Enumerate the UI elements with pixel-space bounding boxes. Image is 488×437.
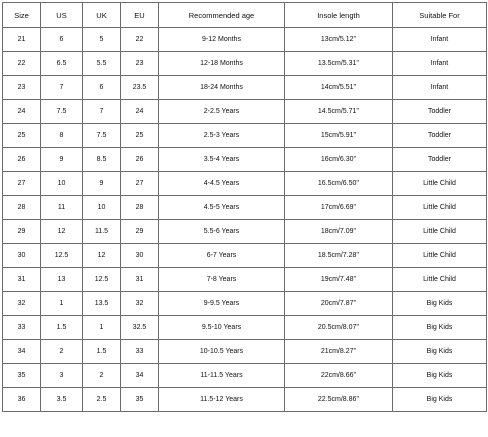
cell-insole-length: 17cm/6.69''	[285, 196, 393, 220]
cell-eu: 29	[121, 220, 159, 244]
cell-suitable-for: Little Child	[393, 244, 487, 268]
cell-insole-length: 15cm/5.91''	[285, 124, 393, 148]
cell-us: 9	[41, 148, 83, 172]
cell-uk: 7	[83, 100, 121, 124]
table-row	[3, 220, 487, 244]
cell-uk: 9	[83, 172, 121, 196]
cell-insole-length: 20.5cm/8.07''	[285, 316, 393, 340]
cell-insole-length: 21cm/8.27''	[285, 340, 393, 364]
column-header-insole-length: Insole length	[285, 3, 393, 28]
cell-us: 11	[41, 196, 83, 220]
cell-suitable-for: Big Kids	[393, 388, 487, 412]
cell-us: 13	[41, 268, 83, 292]
cell-size: 27	[3, 172, 41, 196]
cell-recommended-age: 18-24 Months	[159, 76, 285, 100]
table-row	[3, 340, 487, 364]
cell-size: 32	[3, 292, 41, 316]
cell-size: 36	[3, 388, 41, 412]
cell-insole-length: 14.5cm/5.71''	[285, 100, 393, 124]
cell-uk: 1.5	[83, 340, 121, 364]
cell-eu: 28	[121, 196, 159, 220]
cell-suitable-for: Little Child	[393, 220, 487, 244]
cell-recommended-age: 7-8 Years	[159, 268, 285, 292]
cell-uk: 12.5	[83, 268, 121, 292]
cell-recommended-age: 9-12 Months	[159, 28, 285, 52]
column-header-recommended-age: Recommended age	[159, 3, 285, 28]
cell-insole-length: 13cm/5.12''	[285, 28, 393, 52]
cell-us: 3	[41, 364, 83, 388]
table-body	[3, 28, 487, 412]
cell-recommended-age: 4.5-5 Years	[159, 196, 285, 220]
cell-uk: 1	[83, 316, 121, 340]
table-row	[3, 292, 487, 316]
table-row	[3, 76, 487, 100]
cell-eu: 25	[121, 124, 159, 148]
cell-insole-length: 18.5cm/7.28''	[285, 244, 393, 268]
cell-us: 8	[41, 124, 83, 148]
cell-recommended-age: 4-4.5 Years	[159, 172, 285, 196]
cell-size: 30	[3, 244, 41, 268]
column-header-eu: EU	[121, 3, 159, 28]
column-header-suitable-for: Suitable For	[393, 3, 487, 28]
cell-us: 10	[41, 172, 83, 196]
cell-recommended-age: 11-11.5 Years	[159, 364, 285, 388]
size-chart-table	[2, 2, 487, 412]
table-row	[3, 388, 487, 412]
cell-uk: 5.5	[83, 52, 121, 76]
cell-uk: 7.5	[83, 124, 121, 148]
cell-us: 12	[41, 220, 83, 244]
table-row	[3, 196, 487, 220]
cell-uk: 2.5	[83, 388, 121, 412]
cell-eu: 27	[121, 172, 159, 196]
cell-eu: 26	[121, 148, 159, 172]
cell-us: 7	[41, 76, 83, 100]
cell-insole-length: 14cm/5.51''	[285, 76, 393, 100]
cell-size: 35	[3, 364, 41, 388]
cell-us: 6	[41, 28, 83, 52]
header-row	[3, 3, 487, 28]
cell-eu: 23	[121, 52, 159, 76]
cell-insole-length: 13.5cm/5.31''	[285, 52, 393, 76]
cell-suitable-for: Big Kids	[393, 292, 487, 316]
cell-size: 22	[3, 52, 41, 76]
cell-size: 29	[3, 220, 41, 244]
cell-recommended-age: 6-7 Years	[159, 244, 285, 268]
cell-suitable-for: Toddler	[393, 100, 487, 124]
cell-insole-length: 16.5cm/6.50''	[285, 172, 393, 196]
cell-recommended-age: 2.5-3 Years	[159, 124, 285, 148]
cell-suitable-for: Toddler	[393, 124, 487, 148]
table-row	[3, 28, 487, 52]
cell-eu: 31	[121, 268, 159, 292]
cell-eu: 35	[121, 388, 159, 412]
cell-insole-length: 18cm/7.09''	[285, 220, 393, 244]
cell-size: 34	[3, 340, 41, 364]
cell-eu: 32.5	[121, 316, 159, 340]
cell-insole-length: 19cm/7.48''	[285, 268, 393, 292]
cell-recommended-age: 2-2.5 Years	[159, 100, 285, 124]
cell-recommended-age: 9.5-10 Years	[159, 316, 285, 340]
cell-insole-length: 20cm/7.87''	[285, 292, 393, 316]
cell-size: 33	[3, 316, 41, 340]
table-row	[3, 244, 487, 268]
cell-suitable-for: Infant	[393, 28, 487, 52]
cell-size: 26	[3, 148, 41, 172]
cell-uk: 2	[83, 364, 121, 388]
cell-recommended-age: 10-10.5 Years	[159, 340, 285, 364]
cell-suitable-for: Infant	[393, 52, 487, 76]
cell-suitable-for: Toddler	[393, 148, 487, 172]
cell-us: 1	[41, 292, 83, 316]
table-row	[3, 316, 487, 340]
column-header-us: US	[41, 3, 83, 28]
cell-suitable-for: Infant	[393, 76, 487, 100]
table-row	[3, 364, 487, 388]
cell-us: 7.5	[41, 100, 83, 124]
cell-size: 21	[3, 28, 41, 52]
cell-us: 2	[41, 340, 83, 364]
cell-recommended-age: 9-9.5 Years	[159, 292, 285, 316]
cell-suitable-for: Big Kids	[393, 340, 487, 364]
cell-suitable-for: Little Child	[393, 268, 487, 292]
cell-suitable-for: Little Child	[393, 172, 487, 196]
cell-insole-length: 22.5cm/8.86''	[285, 388, 393, 412]
cell-suitable-for: Big Kids	[393, 364, 487, 388]
table-row	[3, 124, 487, 148]
cell-size: 25	[3, 124, 41, 148]
cell-size: 24	[3, 100, 41, 124]
cell-uk: 5	[83, 28, 121, 52]
cell-us: 12.5	[41, 244, 83, 268]
cell-eu: 22	[121, 28, 159, 52]
table-row	[3, 52, 487, 76]
cell-size: 23	[3, 76, 41, 100]
cell-recommended-age: 11.5-12 Years	[159, 388, 285, 412]
table-row	[3, 100, 487, 124]
table-row	[3, 268, 487, 292]
table-header	[3, 3, 487, 28]
cell-uk: 8.5	[83, 148, 121, 172]
cell-eu: 32	[121, 292, 159, 316]
cell-us: 6.5	[41, 52, 83, 76]
cell-uk: 12	[83, 244, 121, 268]
cell-eu: 33	[121, 340, 159, 364]
cell-uk: 13.5	[83, 292, 121, 316]
cell-suitable-for: Big Kids	[393, 316, 487, 340]
cell-eu: 23.5	[121, 76, 159, 100]
cell-suitable-for: Little Child	[393, 196, 487, 220]
cell-uk: 11.5	[83, 220, 121, 244]
cell-uk: 6	[83, 76, 121, 100]
column-header-uk: UK	[83, 3, 121, 28]
table-row	[3, 172, 487, 196]
cell-us: 3.5	[41, 388, 83, 412]
cell-recommended-age: 5.5-6 Years	[159, 220, 285, 244]
cell-insole-length: 22cm/8.66''	[285, 364, 393, 388]
cell-size: 31	[3, 268, 41, 292]
cell-recommended-age: 12-18 Months	[159, 52, 285, 76]
cell-eu: 34	[121, 364, 159, 388]
cell-size: 28	[3, 196, 41, 220]
cell-us: 1.5	[41, 316, 83, 340]
table-row	[3, 148, 487, 172]
cell-insole-length: 16cm/6.30''	[285, 148, 393, 172]
cell-uk: 10	[83, 196, 121, 220]
cell-recommended-age: 3.5-4 Years	[159, 148, 285, 172]
column-header-size: Size	[3, 3, 41, 28]
cell-eu: 30	[121, 244, 159, 268]
cell-eu: 24	[121, 100, 159, 124]
